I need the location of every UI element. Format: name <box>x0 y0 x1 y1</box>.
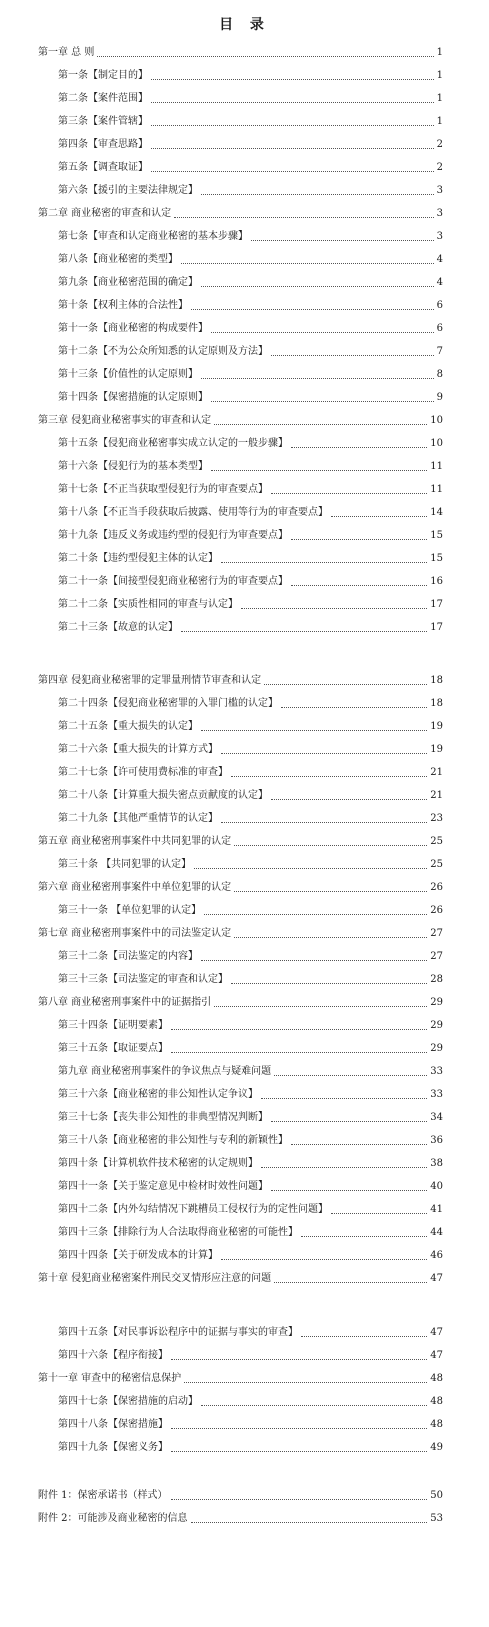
toc-entry-title: 第四十条【计算机软件技术秘密的认定规则】 <box>58 1158 258 1169</box>
toc-page-number: 21 <box>430 790 443 801</box>
toc-entry-title: 附件 1：保密承诺书（样式） <box>38 1490 168 1501</box>
toc-dot-leader <box>171 1044 427 1053</box>
toc-page-number: 44 <box>430 1227 443 1238</box>
toc-dot-leader <box>151 140 434 149</box>
toc-page-number: 46 <box>430 1250 443 1261</box>
toc-dot-leader <box>201 278 434 287</box>
toc-entry-title: 第十条【权利主体的合法性】 <box>58 300 188 311</box>
toc-dot-leader <box>151 71 434 80</box>
toc-dot-leader <box>221 1251 427 1260</box>
toc-article-entry[interactable] <box>58 480 443 496</box>
toc-page-number: 1 <box>436 47 443 58</box>
toc-entry-title: 第四条【审查思路】 <box>58 139 148 150</box>
toc-page-number: 6 <box>436 323 443 334</box>
toc-page-number: 9 <box>436 392 443 403</box>
toc-dot-leader <box>194 860 427 869</box>
toc-entry-title: 第四十六条【程序衔接】 <box>58 1350 168 1361</box>
toc-article-entry[interactable] <box>58 135 443 151</box>
toc-article-entry[interactable] <box>58 388 443 404</box>
toc-article-entry[interactable] <box>58 66 443 82</box>
toc-chapter-entry[interactable] <box>38 1486 443 1502</box>
toc-dot-leader <box>234 883 427 892</box>
toc-entry-title: 第四十五条【对民事诉讼程序中的证据与事实的审查】 <box>58 1327 298 1338</box>
toc-page-number: 15 <box>430 553 443 564</box>
toc-article-entry[interactable] <box>58 250 443 266</box>
toc-article-entry[interactable] <box>58 1346 443 1362</box>
toc-dot-leader <box>211 393 434 402</box>
toc-entry-title: 第三条【案件管辖】 <box>58 116 148 127</box>
toc-dot-leader <box>291 531 427 540</box>
toc-page-number: 1 <box>436 70 443 81</box>
toc-dot-leader <box>171 1491 428 1500</box>
toc-entry-title: 第二十条【违约型侵犯主体的认定】 <box>58 553 218 564</box>
toc-page-number: 18 <box>430 698 443 709</box>
toc-dot-leader <box>191 301 434 310</box>
toc-entry-title: 第八章 商业秘密刑事案件中的证据指引 <box>38 997 212 1008</box>
toc-dot-leader <box>271 1113 427 1122</box>
toc-page-number: 3 <box>436 208 443 219</box>
toc-article-entry[interactable] <box>58 434 443 450</box>
toc-dot-leader <box>201 952 427 961</box>
toc-page-number: 28 <box>430 974 443 985</box>
toc-dot-leader <box>301 1328 427 1337</box>
toc-dot-leader <box>151 117 434 126</box>
toc-dot-leader <box>331 508 427 517</box>
toc-dot-leader <box>291 577 427 586</box>
toc-page-number: 8 <box>436 369 443 380</box>
toc-article-entry[interactable] <box>58 1131 443 1147</box>
toc-page-number: 11 <box>430 484 443 495</box>
toc-dot-leader <box>271 1182 427 1191</box>
toc-page-number: 33 <box>430 1066 443 1077</box>
toc-dot-leader <box>151 163 434 172</box>
toc-dot-leader <box>271 347 434 356</box>
toc-dot-leader <box>184 1374 427 1383</box>
toc-chapter-entry[interactable] <box>38 1369 443 1385</box>
toc-entry-title: 第三十四条【证明要素】 <box>58 1020 168 1031</box>
toc-article-entry[interactable] <box>58 457 443 473</box>
toc-article-entry[interactable] <box>58 618 443 634</box>
toc-page-number: 48 <box>430 1419 443 1430</box>
toc-page-number: 53 <box>430 1513 443 1524</box>
toc-article-entry[interactable] <box>58 786 443 802</box>
toc-chapter-entry[interactable] <box>38 924 443 940</box>
toc-page-number: 18 <box>430 675 443 686</box>
toc-page-number: 21 <box>430 767 443 778</box>
toc-page-number: 47 <box>430 1273 443 1284</box>
toc-page-number: 17 <box>430 622 443 633</box>
toc-article-entry[interactable] <box>58 181 443 197</box>
toc-page-number: 25 <box>430 836 443 847</box>
toc-chapter-entry[interactable] <box>38 204 443 220</box>
toc-page-number: 36 <box>430 1135 443 1146</box>
toc-dot-leader <box>261 1159 427 1168</box>
toc-article-entry[interactable] <box>58 717 443 733</box>
toc-entry-title: 第四十二条【内外勾结情况下跳槽员工侵权行为的定性问题】 <box>58 1204 328 1215</box>
toc-article-entry[interactable] <box>58 572 443 588</box>
toc-entry-title: 第九条【商业秘密范围的确定】 <box>58 277 198 288</box>
toc-page-number: 29 <box>430 1043 443 1054</box>
toc-page-number: 3 <box>436 231 443 242</box>
toc-page-number: 50 <box>430 1490 443 1501</box>
toc-page-number: 1 <box>436 93 443 104</box>
toc-page-number: 11 <box>430 461 443 472</box>
toc-entry-title: 第四十七条【保密措施的启动】 <box>58 1396 198 1407</box>
toc-article-entry[interactable] <box>58 1246 443 1262</box>
toc-dot-leader <box>191 1514 428 1523</box>
toc-page-number: 2 <box>436 162 443 173</box>
toc-entry-title: 第十五条【侵犯商业秘密事实成立认定的一般步骤】 <box>58 438 288 449</box>
toc-article-entry[interactable] <box>58 503 443 519</box>
toc-dot-leader <box>271 485 427 494</box>
toc-article-entry[interactable] <box>58 273 443 289</box>
toc-article-entry[interactable] <box>58 947 443 963</box>
toc-entry-title: 第六章 商业秘密刑事案件中单位犯罪的认定 <box>38 882 232 893</box>
toc-entry-title: 第十九条【违反义务或违约型的侵犯行为审查要点】 <box>58 530 288 541</box>
toc-page-number: 10 <box>430 415 443 426</box>
toc-article-entry[interactable] <box>58 1438 443 1454</box>
toc-dot-leader <box>331 1205 427 1214</box>
toc-dot-leader <box>204 906 427 915</box>
toc-entry-title: 第十七条【不正当获取型侵犯行为的审查要点】 <box>58 484 268 495</box>
toc-article-entry[interactable] <box>58 1200 443 1216</box>
toc-entry-title: 第十一条【商业秘密的构成要件】 <box>58 323 208 334</box>
toc-entry-title: 第四章 侵犯商业秘密罪的定罪量刑情节审查和认定 <box>38 675 262 686</box>
toc-dot-leader <box>181 623 427 632</box>
toc-page-number: 25 <box>430 859 443 870</box>
toc-page-number: 48 <box>430 1373 443 1384</box>
toc-page-number: 2 <box>436 139 443 150</box>
toc-dot-leader <box>97 48 433 57</box>
toc-dot-leader <box>171 1443 427 1452</box>
toc-chapter-entry[interactable] <box>38 411 443 427</box>
toc-article-entry[interactable] <box>58 595 443 611</box>
toc-dot-leader <box>171 1420 427 1429</box>
toc-article-entry[interactable] <box>58 227 443 243</box>
toc-page-number: 17 <box>430 599 443 610</box>
toc-entry-title: 第二十二条【实质性相同的审查与认定】 <box>58 599 238 610</box>
toc-dot-leader <box>234 837 427 846</box>
toc-article-entry[interactable] <box>58 970 443 986</box>
toc-entry-title: 第十一章 审查中的秘密信息保护 <box>38 1373 182 1384</box>
toc-article-entry[interactable] <box>58 694 443 710</box>
toc-article-entry[interactable] <box>58 855 443 871</box>
toc-dot-leader <box>274 1274 427 1283</box>
toc-entry-title: 第二十六条【重大损失的计算方式】 <box>58 744 218 755</box>
toc-dot-leader <box>174 209 433 218</box>
toc-entry-title: 第二条【案件范围】 <box>58 93 148 104</box>
toc-page-number: 27 <box>430 951 443 962</box>
toc-dot-leader <box>201 186 434 195</box>
toc-page-number: 19 <box>430 721 443 732</box>
toc-article-entry[interactable] <box>58 1108 443 1124</box>
toc-page-number: 26 <box>430 905 443 916</box>
toc-article-entry[interactable] <box>58 1062 443 1078</box>
toc-dot-leader <box>171 1351 427 1360</box>
toc-entry-title: 第二章 商业秘密的审查和认定 <box>38 208 172 219</box>
toc-chapter-entry[interactable] <box>38 878 443 894</box>
toc-article-entry[interactable] <box>58 809 443 825</box>
toc-page-number: 23 <box>430 813 443 824</box>
toc-article-entry[interactable] <box>58 296 443 312</box>
toc-article-entry[interactable] <box>58 1415 443 1431</box>
toc-entry-title: 第三十二条【司法鉴定的内容】 <box>58 951 198 962</box>
toc-page-number: 19 <box>430 744 443 755</box>
toc-page-number: 29 <box>430 997 443 1008</box>
toc-entry-title: 附件 2：可能涉及商业秘密的信息 <box>38 1513 188 1524</box>
toc-dot-leader <box>261 1090 427 1099</box>
toc-page-number: 49 <box>430 1442 443 1453</box>
toc-article-entry[interactable] <box>58 1392 443 1408</box>
toc-page-number: 34 <box>430 1112 443 1123</box>
toc-page-number: 7 <box>436 346 443 357</box>
toc-article-entry[interactable] <box>58 549 443 565</box>
toc-entry-title: 第三十六条【商业秘密的非公知性认定争议】 <box>58 1089 258 1100</box>
toc-dot-leader <box>211 462 427 471</box>
toc-article-entry[interactable] <box>58 1177 443 1193</box>
toc-entry-title: 第十六条【侵犯行为的基本类型】 <box>58 461 208 472</box>
toc-dot-leader <box>271 791 427 800</box>
toc-dot-leader <box>171 1021 427 1030</box>
toc-entry-title: 第三十条 【共同犯罪的认定】 <box>58 859 192 870</box>
toc-dot-leader <box>201 722 427 731</box>
toc-entry-title: 第二十九条【其他严重情节的认定】 <box>58 813 218 824</box>
toc-entry-title: 第十四条【保密措施的认定原则】 <box>58 392 208 403</box>
toc-page-number: 3 <box>436 185 443 196</box>
toc-dot-leader <box>201 370 434 379</box>
toc-page-number: 1 <box>436 116 443 127</box>
toc-dot-leader <box>241 600 427 609</box>
toc-entry-title: 第四十八条【保密措施】 <box>58 1419 168 1430</box>
toc-chapter-entry[interactable] <box>38 1269 443 1285</box>
toc-dot-leader <box>221 554 427 563</box>
toc-entry-title: 第七条【审查和认定商业秘密的基本步骤】 <box>58 231 248 242</box>
toc-page-number: 41 <box>430 1204 443 1215</box>
toc-article-entry[interactable] <box>58 763 443 779</box>
toc-entry-title: 第二十七条【许可使用费标准的审查】 <box>58 767 228 778</box>
toc-dot-leader <box>214 998 427 1007</box>
toc-dot-leader <box>291 439 427 448</box>
toc-entry-title: 第四十九条【保密义务】 <box>58 1442 168 1453</box>
toc-page-number: 4 <box>436 277 443 288</box>
toc-dot-leader <box>301 1228 427 1237</box>
toc-article-entry[interactable] <box>58 1323 443 1339</box>
toc-page-number: 38 <box>430 1158 443 1169</box>
toc-entry-title: 第十八条【不正当手段获取后披露、使用等行为的审查要点】 <box>58 507 328 518</box>
toc-entry-title: 第十章 侵犯商业秘密案件刑民交叉情形应注意的问题 <box>38 1273 272 1284</box>
toc-entry-title: 第十二条【不为公众所知悉的认定原则及方法】 <box>58 346 268 357</box>
toc-title: 目 录 <box>219 17 270 33</box>
toc-page-number: 4 <box>436 254 443 265</box>
toc-article-entry[interactable] <box>58 319 443 335</box>
toc-article-entry[interactable] <box>58 365 443 381</box>
toc-article-entry[interactable] <box>58 89 443 105</box>
toc-article-entry[interactable] <box>58 526 443 542</box>
toc-article-entry[interactable] <box>58 112 443 128</box>
toc-chapter-entry[interactable] <box>38 832 443 848</box>
toc-article-entry[interactable] <box>58 1154 443 1170</box>
toc-page-number: 14 <box>430 507 443 518</box>
toc-dot-leader <box>264 676 427 685</box>
toc-chapter-entry[interactable] <box>38 993 443 1009</box>
toc-page-number: 16 <box>430 576 443 587</box>
toc-article-entry[interactable] <box>58 1016 443 1032</box>
toc-page-number: 26 <box>430 882 443 893</box>
toc-entry-title: 第二十四条【侵犯商业秘密罪的入罪门槛的认定】 <box>58 698 278 709</box>
toc-dot-leader <box>281 699 427 708</box>
toc-page-number: 10 <box>430 438 443 449</box>
toc-dot-leader <box>221 745 427 754</box>
toc-page-number: 48 <box>430 1396 443 1407</box>
toc-dot-leader <box>274 1067 427 1076</box>
toc-dot-leader <box>211 324 434 333</box>
toc-dot-leader <box>221 814 427 823</box>
toc-dot-leader <box>151 94 434 103</box>
toc-dot-leader <box>201 1397 427 1406</box>
toc-article-entry[interactable] <box>58 342 443 358</box>
toc-article-entry[interactable] <box>58 740 443 756</box>
toc-article-entry[interactable] <box>58 901 443 917</box>
toc-page-number: 6 <box>436 300 443 311</box>
toc-article-entry[interactable] <box>58 158 443 174</box>
toc-dot-leader <box>291 1136 427 1145</box>
toc-page-number: 15 <box>430 530 443 541</box>
toc-chapter-entry[interactable] <box>38 43 443 59</box>
toc-entry-title: 第九章 商业秘密刑事案件的争议焦点与疑难问题 <box>58 1066 272 1077</box>
toc-entry-title: 第二十八条【计算重大损失密点贡献度的认定】 <box>58 790 268 801</box>
toc-dot-leader <box>251 232 434 241</box>
toc-chapter-entry[interactable] <box>38 671 443 687</box>
toc-entry-title: 第三十一条 【单位犯罪的认定】 <box>58 905 202 916</box>
toc-entry-title: 第四十四条【关于研发成本的计算】 <box>58 1250 218 1261</box>
toc-entry-title: 第五条【调查取证】 <box>58 162 148 173</box>
toc-page-number: 29 <box>430 1020 443 1031</box>
toc-entry-title: 第五章 商业秘密刑事案件中共同犯罪的认定 <box>38 836 232 847</box>
toc-entry-title: 第一章 总 则 <box>38 47 95 58</box>
toc-entry-title: 第三十五条【取证要点】 <box>58 1043 168 1054</box>
toc-article-entry[interactable] <box>58 1039 443 1055</box>
toc-entry-title: 第六条【援引的主要法律规定】 <box>58 185 198 196</box>
toc-entry-title: 第八条【商业秘密的类型】 <box>58 254 178 265</box>
toc-entry-title: 第四十三条【排除行为人合法取得商业秘密的可能性】 <box>58 1227 298 1238</box>
toc-article-entry[interactable] <box>58 1085 443 1101</box>
toc-dot-leader <box>231 975 427 984</box>
toc-entry-title: 第二十一条【间接型侵犯商业秘密行为的审查要点】 <box>58 576 288 587</box>
toc-page-number: 27 <box>430 928 443 939</box>
toc-entry-title: 第三十三条【司法鉴定的审查和认定】 <box>58 974 228 985</box>
toc-entry-title: 第三十八条【商业秘密的非公知性与专利的新颖性】 <box>58 1135 288 1146</box>
toc-entry-title: 第一条【制定目的】 <box>58 70 148 81</box>
toc-dot-leader <box>181 255 434 264</box>
toc-page-number: 47 <box>430 1350 443 1361</box>
toc-article-entry[interactable] <box>58 1223 443 1239</box>
toc-dot-leader <box>234 929 427 938</box>
toc-entry-title: 第十三条【价值性的认定原则】 <box>58 369 198 380</box>
toc-page-number: 33 <box>430 1089 443 1100</box>
toc-page-number: 40 <box>430 1181 443 1192</box>
toc-entry-title: 第三章 侵犯商业秘密事实的审查和认定 <box>38 415 212 426</box>
toc-entry-title: 第七章 商业秘密刑事案件中的司法鉴定认定 <box>38 928 232 939</box>
toc-entry-title: 第三十七条【丧失非公知性的非典型情况判断】 <box>58 1112 268 1123</box>
toc-chapter-entry[interactable] <box>38 1509 443 1525</box>
toc-entry-title: 第二十三条【故意的认定】 <box>58 622 178 633</box>
toc-page-number: 47 <box>430 1327 443 1338</box>
toc-entry-title: 第四十一条【关于鉴定意见中检材时效性问题】 <box>58 1181 268 1192</box>
toc-dot-leader <box>214 416 427 425</box>
toc-dot-leader <box>231 768 427 777</box>
toc-entry-title: 第二十五条【重大损失的认定】 <box>58 721 198 732</box>
